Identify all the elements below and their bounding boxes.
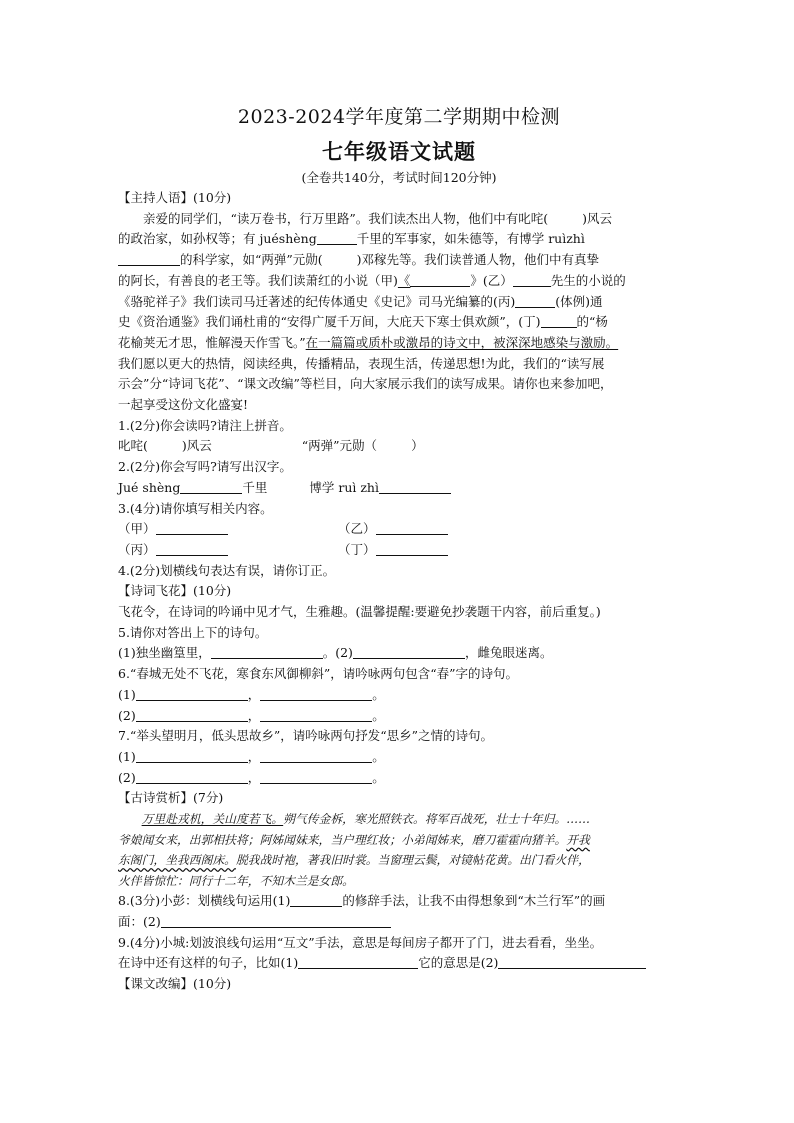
answer-blank[interactable] [211,644,323,659]
answer-blank[interactable] [136,707,248,722]
host-paragraph-line: 花榆荚无才思，惟解漫天作雪飞。”在一篇篇或质朴或激昂的诗文中，被深深地感染与激励。 [118,334,619,350]
host-paragraph-line: 示会”分“诗词飞花”、“课文改编”等栏目，向大家展示我们的读写成果。请你也来参加吧， [118,376,613,392]
host-paragraph-line: 一起享受这份文化盛宴! [118,397,249,413]
answer-blank[interactable] [379,479,451,494]
section-heading-host: 【主持人语】(10分) [118,190,232,205]
wavy-poem-sentence: 东阁门，坐我西阁床。 [118,853,236,868]
answer-blank[interactable] [161,913,391,928]
answer-blank[interactable] [156,541,228,556]
underlined-poem-sentence: 万里赴戎机，关山度若飞。 [141,812,284,827]
question-1: 1.(2分)你会读吗?请注上拼音。 [118,417,292,433]
poem-line: 爷娘闻女来，出郭相扶将；阿姊闻妹来，当户理红妆；小弟闻姊来，磨刀霍霍向猪羊。开我 [118,832,590,847]
answer-blank[interactable] [260,748,372,763]
question-1-items: 叱咤( )风云 “两弹”元勋（ ） [118,438,424,454]
poem-line: 火伴皆惊忙：同行十二年，不知木兰是女郎。 [118,873,354,888]
answer-blank[interactable] [298,954,418,969]
exam-note: (全卷共140分，考试时间120分钟) [301,170,497,185]
exam-title: 2023-2024学年度第二学期期中检测 [237,106,561,128]
answer-blank[interactable] [353,644,465,659]
question-9-line: 在诗中还有这样的句子，比如(1) 它的意思是(2) [118,953,680,974]
host-paragraph-line: 我们愿以更大的热情，阅读经典，传播精品，表现生活，传递思想!为此，我们的“读写展 [118,355,605,371]
answer-blank[interactable] [498,954,646,969]
question-7: 7.“举头望明月，低头思故乡”，请吟咏两句抒发“思乡”之情的诗句。 [118,728,493,744]
question-9: 9.(4分)小城:划波浪线句运用“互文”手法，意思是每间房子都开了门，进去看看，坐坐。 [118,934,603,950]
question-3-row: （甲） （乙） [118,519,680,540]
host-paragraph-line: 亲爱的同学们，“读万卷书，行万里路”。我们读杰出人物，他们中有叱咤( )风云 [143,210,613,226]
question-8: 8.(3分)小彭：划横线句运用(1) 的修辞手法，让我不由得想象到“木兰行军”的画 [118,893,606,909]
section-heading-appreciation: 【古诗赏析】(7分) [118,790,224,806]
host-paragraph-line: 的科学家，如“两弹”元勋( )邓稼先等。我们读普通人物，他们中有真挚 [118,250,680,271]
answer-blank[interactable] [513,272,551,287]
question-6-line: (1) ， 。 [118,686,385,702]
exam-page [118,104,680,995]
poetry-intro: 飞花令，在诗词的吟诵中见才气，生雅趣。(温馨提醒:要避免抄袭题干内容，前后重复。) [118,604,601,620]
underlined-sentence: 在一篇篇或质朴或激昂的诗文中，被深深地感染与激励。 [305,334,619,350]
answer-blank[interactable] [260,707,372,722]
answer-blank[interactable] [376,520,448,535]
answer-blank[interactable] [156,520,228,535]
question-8-line: 面：(2) [118,912,680,933]
answer-blank[interactable] [317,230,357,245]
question-2: 2.(2分)你会写吗?请写出汉字。 [118,459,292,475]
section-heading-adaptation: 【课文改编】(10分) [118,975,232,991]
answer-blank[interactable] [118,251,180,266]
poem-line: 东阁门，坐我西阁床。脱我战时袍，著我旧时裳。当窗理云鬓，对镜帖花黄。出门看火伴， [118,853,590,868]
question-7-line: (1) ， 。 [118,748,385,764]
answer-blank[interactable] [180,479,242,494]
question-2-items: Jué shèng 千里 博学 ruì zhì [118,478,680,499]
answer-blank[interactable] [136,748,248,763]
answer-blank[interactable] [290,892,342,907]
host-paragraph-line: 史《资治通鉴》我们诵杜甫的“安得广厦千万间，大庇天下寒士俱欢颜”，(丁) 的“杨 [118,314,608,330]
question-6: 6.“春城无处不飞花，寒食东风御柳斜”，请吟咏两句包含“春”字的诗句。 [118,666,518,682]
question-3-row: （丙） （丁） [118,540,680,561]
section-heading-poetry: 【诗词飞花】(10分) [118,583,232,599]
question-6-line: (2) ， 。 [118,707,385,723]
poem-line: 万里赴戎机，关山度若飞。朔气传金柝，寒光照铁衣。将军百战死，壮士十年归。…… [141,812,590,827]
answer-blank[interactable] [260,686,372,701]
host-paragraph-line: 的政治家，如孙权等；有 juéshèng 千里的军事家，如朱德等，有博学 ruìzhì [118,231,585,247]
answer-blank[interactable] [541,313,577,328]
host-paragraph-line: 《骆驼祥子》我们读司马迁著述的纪传体通史《史记》司马光编纂的(丙) (体例)通 [118,293,603,309]
exam-subtitle: 七年级语文试题 [322,139,476,164]
answer-blank[interactable] [515,293,555,308]
host-paragraph-line: 的阿长，有善良的老王等。我们读萧红的小说（甲)《 》(乙） 先生的小说的 [118,272,626,288]
question-4: 4.(2分)划横线句表达有误，请你订正。 [118,562,336,578]
answer-blank[interactable] [376,541,448,556]
answer-blank[interactable] [136,686,248,701]
question-5-items: (1)独坐幽篁里， 。(2) ，雌兔眼迷离。 [118,645,553,661]
answer-blank[interactable] [136,769,248,784]
answer-blank[interactable] [410,272,470,287]
answer-blank[interactable] [260,769,372,784]
question-7-line: (2) ， 。 [118,769,385,785]
question-3: 3.(4分)请你填写相关内容。 [118,500,273,516]
question-5: 5.请你对答出上下的诗句。 [118,624,268,640]
